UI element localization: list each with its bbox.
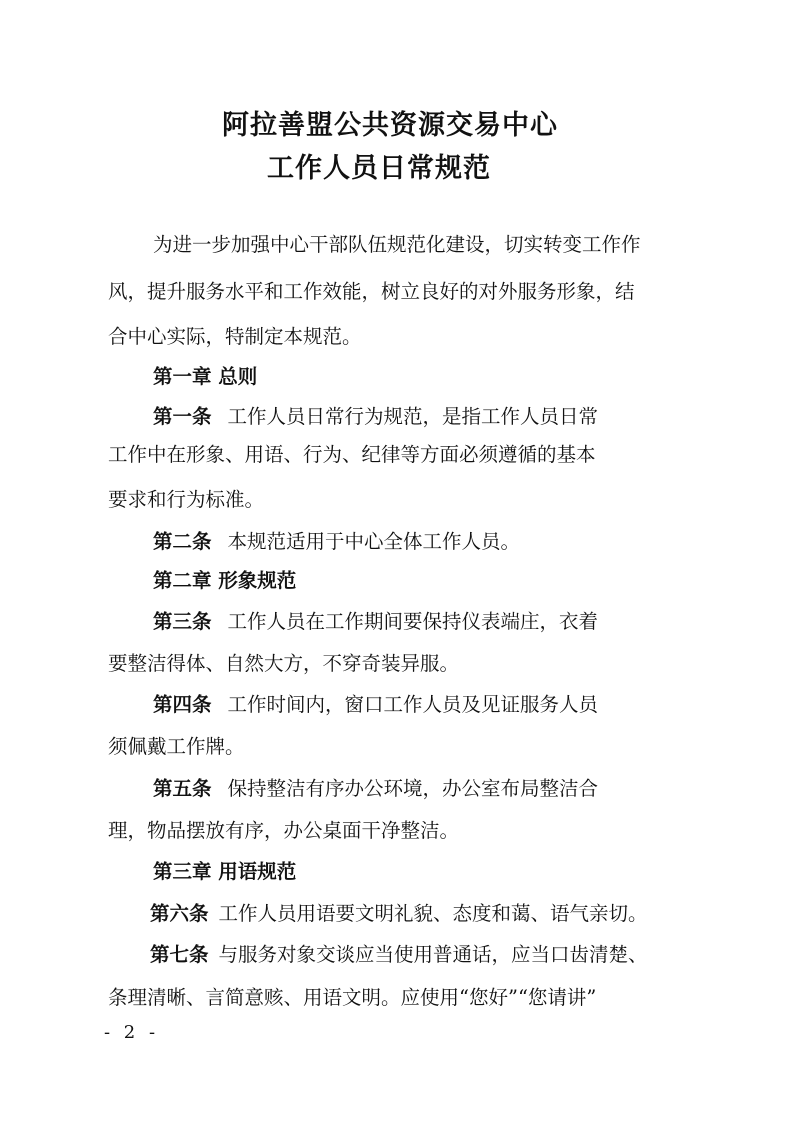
article-7-line-2: 条理清晰、言简意赅、用语文明。应使用“您好”“您请讲” [108, 986, 597, 1009]
article-1-line-2: 工作中在形象、用语、行为、纪律等方面必须遵循的基本 [108, 443, 596, 466]
intro-line-3: 合中心实际，特制定本规范。 [108, 325, 362, 348]
article-7-label: 第七条 [150, 943, 209, 966]
intro-line-2: 风，提升服务水平和工作效能，树立良好的对外服务形象，结 [108, 280, 635, 303]
article-6-label: 第六条 [150, 902, 209, 925]
chapter-1-heading: 第一章 总则 [153, 365, 258, 388]
intro-line-1: 为进一步加强中心干部队伍规范化建设，切实转变工作作 [153, 233, 641, 256]
article-6-text: 工作人员用语要文明礼貌、态度和蔼、语气亲切。 [218, 902, 648, 925]
article-4-line-2: 须佩戴工作牌。 [108, 735, 245, 758]
document-title-line1: 阿拉善盟公共资源交易中心 [222, 110, 558, 141]
article-6-line [150, 899, 648, 929]
article-7-line-1 [150, 940, 648, 970]
article-3-line-2: 要整洁得体、自然大方，不穿奇装异服。 [108, 652, 460, 675]
article-2-label: 第二条 [153, 530, 212, 553]
article-5-line-1 [153, 774, 598, 804]
article-5-line-2: 理，物品摆放有序，办公桌面干净整洁。 [108, 819, 460, 842]
article-4-text-1: 工作时间内，窗口工作人员及见证服务人员 [227, 693, 599, 716]
article-7-text-1: 与服务对象交谈应当使用普通话，应当口齿清楚、 [218, 943, 648, 966]
document-title-line2: 工作人员日常规范 [267, 153, 491, 184]
article-1-line-3: 要求和行为标准。 [108, 488, 265, 511]
article-1-text-1: 工作人员日常行为规范，是指工作人员日常 [227, 405, 599, 428]
article-5-label: 第五条 [153, 777, 212, 800]
article-1-label: 第一条 [153, 405, 212, 428]
article-2-text: 本规范适用于中心全体工作人员。 [227, 530, 521, 553]
article-4-line-1 [153, 690, 598, 720]
page-number: - 2 - [104, 1022, 160, 1043]
article-3-line-1 [153, 607, 598, 637]
article-1-line-1 [153, 402, 598, 432]
chapter-3-heading: 第三章 用语规范 [153, 860, 297, 883]
chapter-2-heading: 第二章 形象规范 [153, 569, 297, 592]
article-3-text-1: 工作人员在工作期间要保持仪表端庄，衣着 [227, 610, 599, 633]
article-3-label: 第三条 [153, 610, 212, 633]
article-2-line [153, 527, 520, 557]
article-4-label: 第四条 [153, 693, 212, 716]
article-5-text-1: 保持整洁有序办公环境，办公室布局整洁合 [227, 777, 599, 800]
